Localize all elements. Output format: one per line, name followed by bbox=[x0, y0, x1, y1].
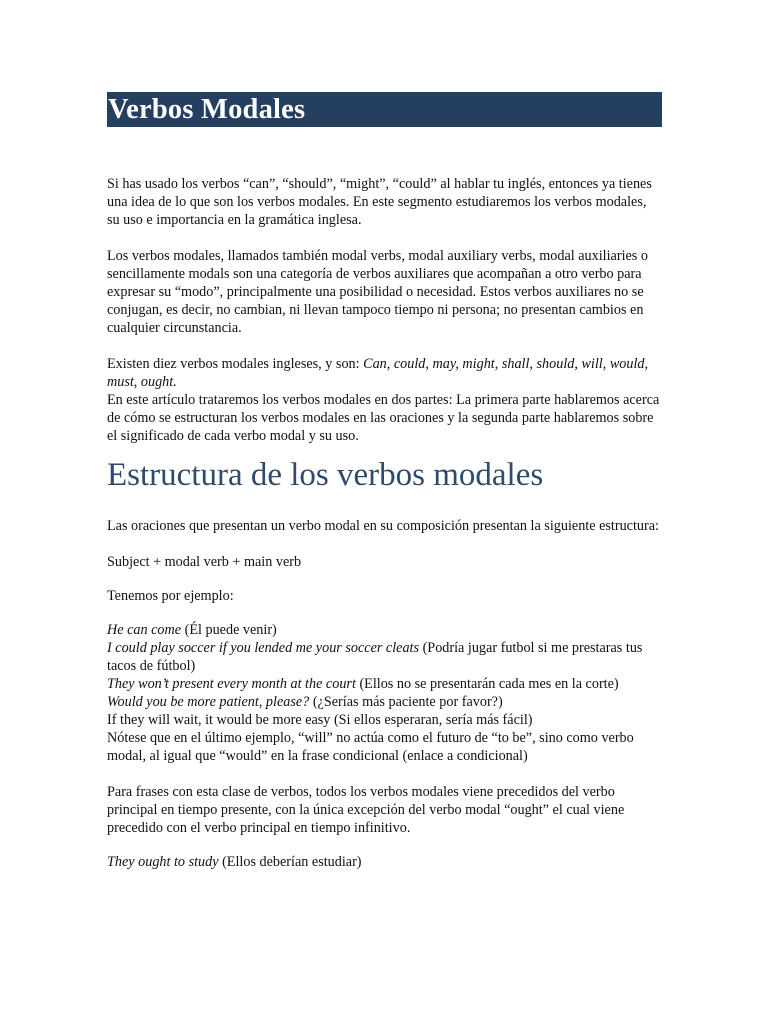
structure-paragraph: Las oraciones que presentan un verbo modal en su composición presentan la siguiente estructura: bbox=[107, 518, 659, 534]
example-line bbox=[107, 675, 662, 693]
example-english: I could play soccer if you lended me your soccer cleats bbox=[107, 640, 420, 656]
structure-formula: Subject + modal verb + main verb bbox=[107, 554, 302, 570]
example-line bbox=[107, 621, 662, 639]
modal-list-items: Can, could, may, might, shall, should, will, would, must, ought. bbox=[107, 356, 649, 390]
document-page bbox=[107, 92, 662, 871]
title-banner bbox=[107, 92, 662, 127]
example-line bbox=[107, 639, 662, 675]
definition-paragraph: Los verbos modales, llamados también modal verbs, modal auxiliary verbs, modal auxiliaries o sencillamente modals son una categoría de verbos auxiliares que acompañan a otro verbo para expresar su “modo”, principalmente una posibilidad o necesidad. Estos verbos auxiliares no se conjugan, es decir, no cambian, ni llevan tampoco tiempo ni persona; no presentan cambios en cualquier circunstancia. bbox=[107, 248, 648, 336]
example-spanish: (¿Serías más paciente por favor?) bbox=[309, 694, 503, 710]
modal-list-lead: Existen diez verbos modales ingleses, y son: bbox=[107, 356, 364, 372]
intro-paragraph: Si has usado los verbos “can”, “should”, “might”, “could” al hablar tu inglés, entonces ya tienes una idea de lo que son los verbos modales. En este segmento estudiaremos los verbos modales, su uso e importancia en la gramática inglesa. bbox=[107, 176, 652, 228]
example-spanish: (Podría jugar futbol si me prestaras tus tacos de fútbol) bbox=[107, 640, 643, 674]
example-spanish: (Ellos deberían estudiar) bbox=[218, 854, 362, 870]
example-english: They ought to study bbox=[107, 854, 219, 870]
example-line bbox=[107, 693, 662, 711]
note-paragraph: Nótese que en el último ejemplo, “will” no actúa como el futuro de “to be”, sino como verbo modal, al igual que “would” en la frase condicional (enlace a condicional) bbox=[107, 730, 634, 764]
example-english: Would you be more patient, please? bbox=[107, 694, 310, 710]
ought-example bbox=[107, 853, 662, 871]
example-english: He can come bbox=[107, 622, 182, 638]
document-title: Verbos Modales bbox=[108, 94, 306, 125]
modal-list-paragraph bbox=[107, 355, 662, 391]
example-list bbox=[107, 621, 662, 765]
example-english: They won’t present every month at the court bbox=[107, 676, 356, 692]
phrases-paragraph: Para frases con esta clase de verbos, todos los verbos modales viene precedidos del verbo principal en tiempo presente, con la única excepción del verbo modal “ought” el cual viene precedido con el verbo principal en tiempo infinitivo. bbox=[107, 784, 625, 836]
section-heading: Estructura de los verbos modales bbox=[107, 457, 544, 493]
example-spanish: (Ellos no se presentarán cada mes en la corte) bbox=[355, 676, 619, 692]
example-lead: Tenemos por ejemplo: bbox=[107, 588, 234, 604]
example-line-plain: If they will wait, it would be more easy (Si ellos esperaran, sería más fácil) bbox=[107, 712, 533, 728]
example-spanish: (Él puede venir) bbox=[181, 622, 277, 638]
article-intro-paragraph: En este artículo trataremos los verbos modales en dos partes: La primera parte hablaremos acerca de cómo se estructuran los verbos modales en las oraciones y la segunda parte hablaremos sobre el significado de cada verbo modal y su uso. bbox=[107, 392, 660, 444]
